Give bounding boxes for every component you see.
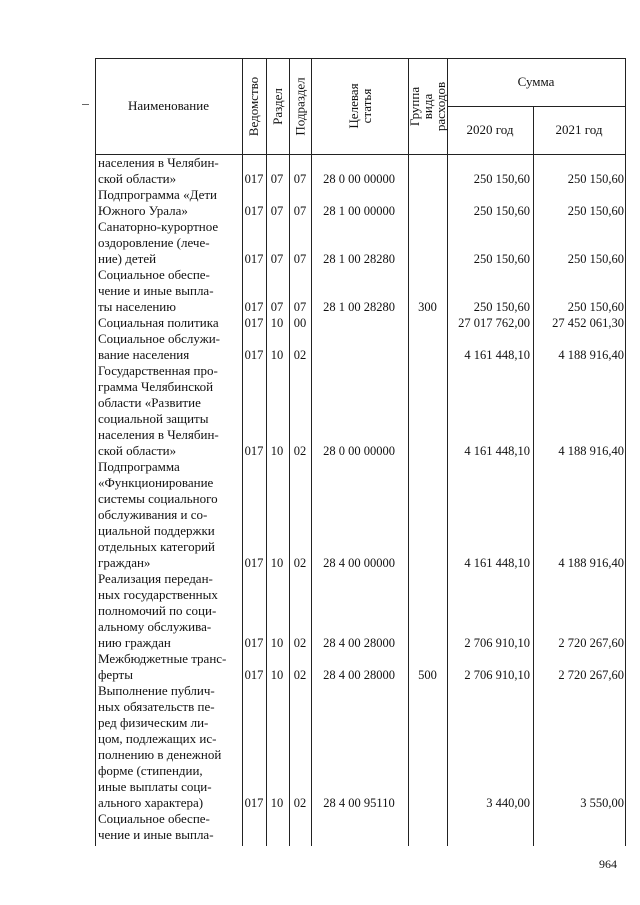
row-name: Санаторно-курортное оздоровление (лече- ние) детей bbox=[98, 219, 219, 266]
cell-raz: 10 bbox=[270, 348, 284, 362]
table-row bbox=[95, 571, 626, 651]
cell-sum-2020: 250 150,60 bbox=[473, 204, 530, 218]
cell-sum-2020: 250 150,60 bbox=[473, 172, 530, 186]
cell-sum-2021: 4 188 916,40 bbox=[558, 556, 624, 570]
row-name: Социальная политика bbox=[98, 315, 219, 330]
cell-raz: 10 bbox=[270, 444, 284, 458]
row-name: Выполнение публич- ных обязательств пе- ред физическим ли- цом, подлежащих ис- полнению в денежной форме (стипендии, иные выплаты соци- ального характера) bbox=[98, 683, 222, 810]
cell-raz: 07 bbox=[270, 204, 284, 218]
header-year-2020: 2020 год bbox=[466, 122, 514, 137]
row-name: Подпрограмма «Дети Южного Урала» bbox=[98, 187, 218, 218]
cell-cel: 28 0 00 00000 bbox=[323, 444, 395, 458]
cell-raz: 07 bbox=[270, 172, 284, 186]
row-name: Реализация передан- ных государственных полномочий по соци- альному обслужива- нию граждан bbox=[98, 571, 218, 650]
row-name: Государственная про- грамма Челябинской области «Развитие социальной защиты населения в Челябин- ской области» bbox=[98, 363, 219, 458]
cell-sum-2020: 4 161 448,10 bbox=[464, 348, 530, 362]
header-celevaya: Целевая статья bbox=[345, 83, 374, 129]
cell-raz: 10 bbox=[270, 668, 284, 682]
cell-ved: 017 bbox=[244, 172, 264, 186]
cell-cel: 28 4 00 28000 bbox=[323, 636, 395, 650]
cell-raz: 07 bbox=[270, 300, 284, 314]
cell-sum-2020: 2 706 910,10 bbox=[464, 668, 530, 682]
cell-grp: 300 bbox=[418, 300, 437, 314]
cell-sum-2021: 2 720 267,60 bbox=[558, 636, 624, 650]
header-podrazdel: Подраздел bbox=[292, 76, 308, 136]
header-year-2021: 2021 год bbox=[555, 122, 603, 137]
header-gruppa: Группа вида расходов bbox=[407, 81, 448, 131]
cell-sum-2021: 250 150,60 bbox=[567, 252, 624, 266]
cell-ved: 017 bbox=[244, 636, 264, 650]
cell-ved: 017 bbox=[244, 316, 264, 330]
cell-pod: 02 bbox=[293, 668, 307, 682]
cell-pod: 07 bbox=[293, 204, 307, 218]
cell-sum-2020: 250 150,60 bbox=[473, 252, 530, 266]
cell-cel: 28 4 00 95110 bbox=[323, 796, 395, 810]
header-vedomstvo: Ведомство bbox=[246, 76, 262, 136]
cell-pod: 02 bbox=[293, 444, 307, 458]
cell-sum-2021: 250 150,60 bbox=[567, 172, 624, 186]
cell-pod: 07 bbox=[293, 252, 307, 266]
row-name: Социальное обслужи- вание населения bbox=[98, 331, 220, 362]
cell-ved: 017 bbox=[244, 556, 264, 570]
cell-pod: 07 bbox=[293, 172, 307, 186]
header-razdel: Раздел bbox=[270, 87, 285, 125]
cell-pod: 02 bbox=[293, 556, 307, 570]
cell-ved: 017 bbox=[244, 668, 264, 682]
cell-raz: 10 bbox=[270, 796, 284, 810]
cell-sum-2021: 4 188 916,40 bbox=[558, 444, 624, 458]
page-number: 964 bbox=[599, 857, 617, 871]
header-name: Наименование bbox=[128, 98, 209, 113]
cell-pod: 02 bbox=[293, 796, 307, 810]
cell-cel: 28 1 00 00000 bbox=[323, 204, 395, 218]
table-row bbox=[95, 315, 626, 331]
cell-ved: 017 bbox=[244, 300, 264, 314]
table-row bbox=[95, 331, 626, 363]
cell-cel: 28 1 00 28280 bbox=[323, 300, 395, 314]
cell-cel: 28 4 00 28000 bbox=[323, 668, 395, 682]
cell-ved: 017 bbox=[244, 252, 264, 266]
row-name: населения в Челябин- ской области» bbox=[98, 155, 219, 186]
cell-pod: 00 bbox=[293, 316, 307, 330]
table-row bbox=[95, 651, 626, 683]
cell-cel: 28 1 00 28280 bbox=[323, 252, 395, 266]
cell-sum-2020: 4 161 448,10 bbox=[464, 444, 530, 458]
cell-ved: 017 bbox=[244, 204, 264, 218]
cell-sum-2020: 27 017 762,00 bbox=[458, 316, 530, 330]
row-name: Социальное обеспе- чение и иные выпла- bbox=[98, 811, 214, 842]
cell-sum-2021: 4 188 916,40 bbox=[558, 348, 624, 362]
header-summa: Сумма bbox=[517, 74, 555, 89]
cell-pod: 07 bbox=[293, 300, 307, 314]
cell-sum-2020: 4 161 448,10 bbox=[464, 556, 530, 570]
cell-sum-2021: 3 550,00 bbox=[580, 796, 624, 810]
budget-table bbox=[95, 58, 626, 846]
cell-grp: 500 bbox=[418, 668, 437, 682]
margin-mark bbox=[82, 104, 89, 105]
row-name: Межбюджетные транс- ферты bbox=[98, 651, 227, 682]
cell-cel: 28 0 00 00000 bbox=[323, 172, 395, 186]
cell-ved: 017 bbox=[244, 796, 264, 810]
cell-pod: 02 bbox=[293, 636, 307, 650]
table-row bbox=[95, 267, 626, 315]
cell-pod: 02 bbox=[293, 348, 307, 362]
cell-sum-2020: 250 150,60 bbox=[473, 300, 530, 314]
cell-sum-2021: 250 150,60 bbox=[567, 300, 624, 314]
cell-raz: 07 bbox=[270, 252, 284, 266]
cell-sum-2021: 250 150,60 bbox=[567, 204, 624, 218]
cell-sum-2020: 2 706 910,10 bbox=[464, 636, 530, 650]
cell-sum-2021: 2 720 267,60 bbox=[558, 668, 624, 682]
row-name: Подпрограмма «Функционирование системы социального обслуживания и со- циальной поддержки отдельных категорий граждан» bbox=[98, 459, 218, 570]
table-row bbox=[95, 459, 626, 571]
table-row bbox=[95, 811, 626, 843]
cell-ved: 017 bbox=[244, 348, 264, 362]
table-row bbox=[95, 363, 626, 459]
cell-raz: 10 bbox=[270, 556, 284, 570]
cell-raz: 10 bbox=[270, 316, 284, 330]
table-row bbox=[95, 187, 626, 219]
table-row bbox=[95, 683, 626, 811]
cell-sum-2020: 3 440,00 bbox=[486, 796, 530, 810]
cell-ved: 017 bbox=[244, 444, 264, 458]
table-row bbox=[95, 219, 626, 267]
row-name: Социальное обеспе- чение и иные выпла- ты населению bbox=[98, 267, 214, 314]
cell-sum-2021: 27 452 061,30 bbox=[552, 316, 624, 330]
cell-raz: 10 bbox=[270, 636, 284, 650]
table-row bbox=[95, 155, 626, 187]
cell-cel: 28 4 00 00000 bbox=[323, 556, 395, 570]
table-body bbox=[95, 155, 626, 843]
